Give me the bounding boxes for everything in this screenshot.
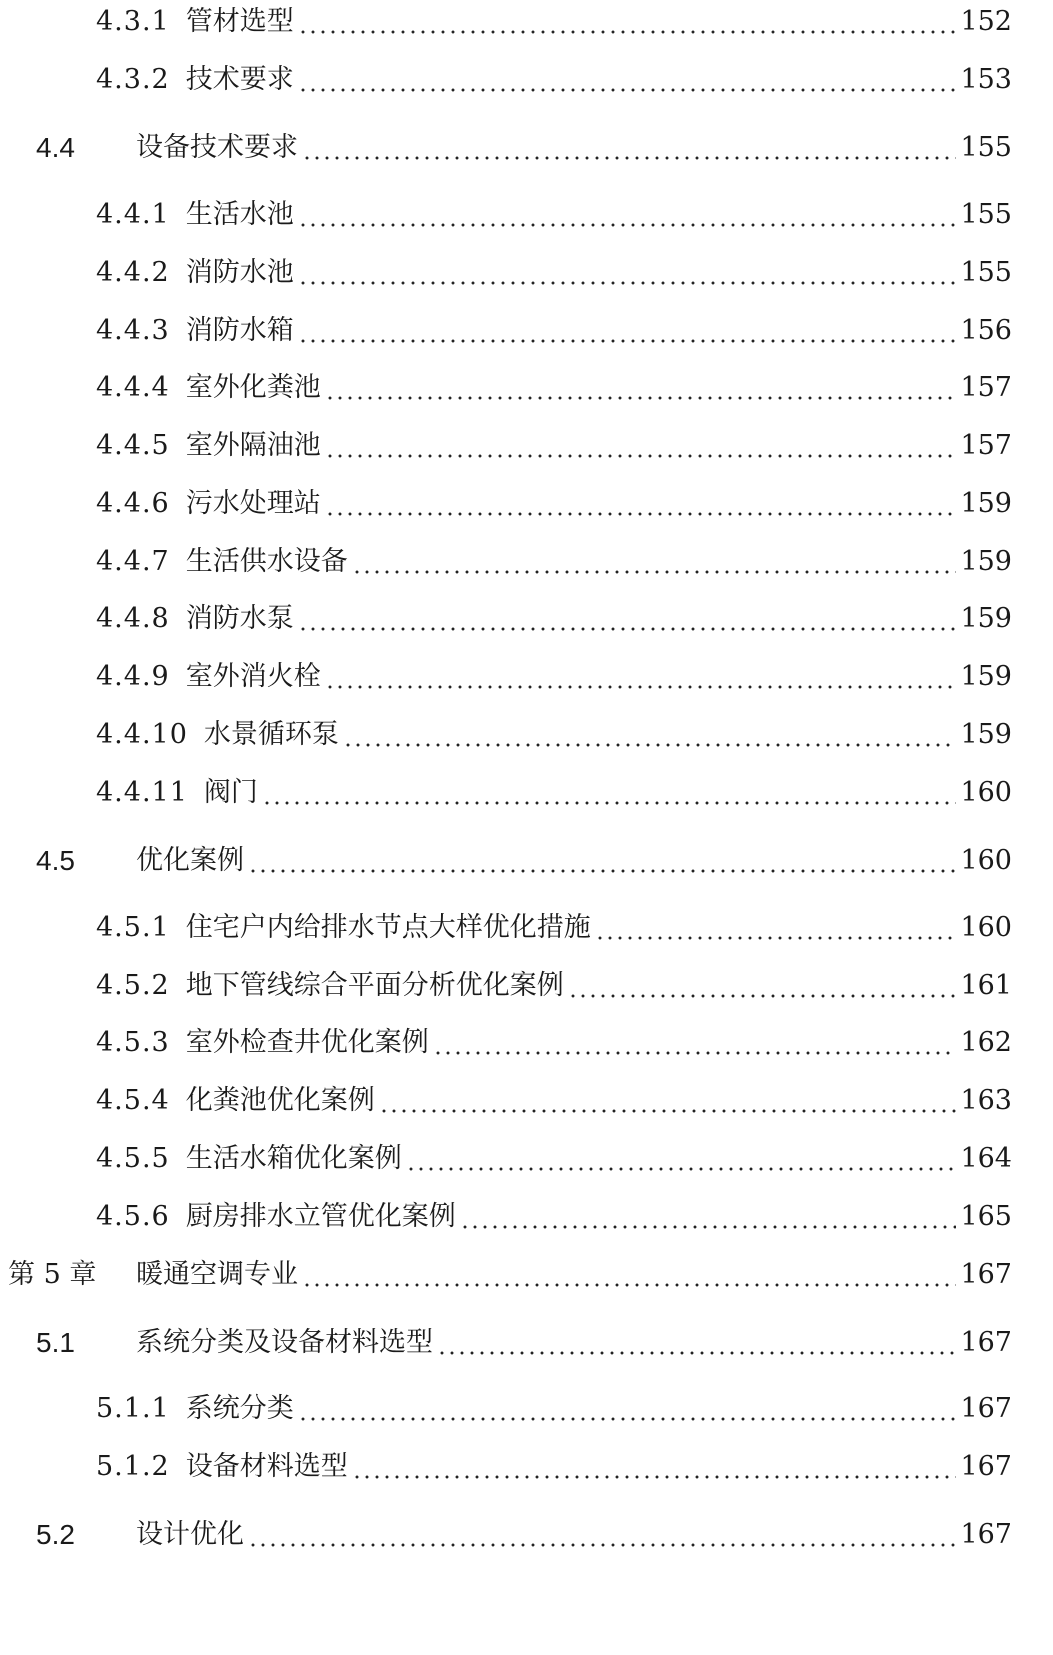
dot-leader [433, 1023, 957, 1063]
dot-leader [437, 1323, 956, 1363]
toc-entry[interactable] [0, 1389, 1012, 1429]
toc-entry-page: 165 [960, 1201, 1012, 1232]
toc-entry-title: 设备材料选型 [185, 1451, 348, 1482]
toc-entry-page: 155 [960, 199, 1012, 230]
toc-entry[interactable] [0, 2, 1012, 42]
toc-entry-number: 4.4.7 [96, 546, 170, 577]
toc-entry[interactable] [0, 1447, 1012, 1487]
toc-entry-page: 152 [960, 6, 1012, 37]
dot-leader [298, 60, 957, 100]
dot-leader [298, 2, 957, 42]
toc-entry-number: 第 5 章 [8, 1259, 97, 1290]
toc-entry[interactable] [0, 128, 1012, 168]
toc-entry-number: 4.4.11 [96, 777, 188, 808]
toc-entry[interactable] [0, 966, 1012, 1006]
toc-entry-title: 水景循环泵 [203, 719, 339, 750]
toc-entry[interactable] [0, 657, 1012, 697]
toc-entry-page: 164 [960, 1143, 1012, 1174]
toc-entry-number: 4.4.8 [96, 603, 170, 634]
dot-leader [343, 715, 957, 755]
toc-entry-number: 4.5.2 [96, 970, 170, 1001]
toc-entry-number: 5.1 [36, 1327, 75, 1358]
toc-entry-page: 159 [960, 719, 1012, 750]
toc-entry-title: 消防水池 [185, 257, 294, 288]
toc-entry-number: 4.3.2 [96, 64, 170, 95]
toc-entry-page: 160 [960, 777, 1012, 808]
toc-entry-title: 设计优化 [136, 1519, 244, 1550]
toc-entry-title: 地下管线综合平面分析优化案例 [185, 970, 564, 1001]
toc-entry-page: 167 [960, 1519, 1012, 1550]
toc-entry-title: 阀门 [203, 777, 258, 808]
toc-entry-page: 167 [960, 1393, 1012, 1424]
dot-leader [352, 1447, 957, 1487]
toc-entry-number: 4.4.4 [96, 372, 170, 403]
dot-leader [379, 1081, 957, 1121]
dot-leader [302, 1255, 956, 1295]
toc-entry[interactable] [0, 542, 1012, 582]
toc-entry[interactable] [0, 1255, 1012, 1295]
dot-leader [325, 426, 957, 466]
toc-entry[interactable] [0, 908, 1012, 948]
dot-leader [248, 1515, 956, 1555]
dot-leader [298, 599, 957, 639]
toc-entry-number: 4.5 [36, 845, 75, 876]
dot-leader [595, 908, 957, 948]
toc-entry-page: 153 [960, 64, 1012, 95]
toc-entry[interactable] [0, 426, 1012, 466]
toc-entry[interactable] [0, 1515, 1012, 1555]
toc-entry[interactable] [0, 1323, 1012, 1363]
toc-entry-page: 163 [960, 1085, 1012, 1116]
dot-leader [298, 253, 957, 293]
toc-entry[interactable] [0, 311, 1012, 351]
toc-entry-title: 系统分类及设备材料选型 [136, 1327, 433, 1358]
toc-entry-page: 155 [960, 257, 1012, 288]
toc-entry[interactable] [0, 60, 1012, 100]
toc-entry-title: 室外检查井优化案例 [185, 1027, 429, 1058]
dot-leader [302, 128, 956, 168]
toc-entry-number: 4.4.2 [96, 257, 170, 288]
toc-entry-number: 4.4 [36, 132, 75, 163]
toc-entry-title: 住宅户内给排水节点大样优化措施 [185, 912, 591, 943]
toc-entry[interactable] [0, 841, 1012, 881]
toc-entry-page: 161 [960, 970, 1012, 1001]
toc-entry-title: 管材选型 [185, 6, 294, 37]
dot-leader [406, 1139, 957, 1179]
toc-entry-page: 160 [960, 845, 1012, 876]
dot-leader [298, 195, 957, 235]
toc-entry-number: 5.1.1 [96, 1393, 170, 1424]
toc-entry-title: 技术要求 [185, 64, 294, 95]
toc-entry-title: 系统分类 [185, 1393, 294, 1424]
toc-entry-page: 167 [960, 1259, 1012, 1290]
toc-entry-page: 157 [960, 430, 1012, 461]
toc-entry-number: 4.4.3 [96, 315, 170, 346]
toc-entry-number: 4.5.5 [96, 1143, 170, 1174]
toc-entry-title: 室外化粪池 [185, 372, 321, 403]
toc-entry[interactable] [0, 599, 1012, 639]
toc-entry-number: 4.5.3 [96, 1027, 170, 1058]
toc-entry[interactable] [0, 715, 1012, 755]
toc-entry[interactable] [0, 195, 1012, 235]
toc-entry-title: 暖通空调专业 [136, 1259, 298, 1290]
toc-entry-title: 消防水泵 [185, 603, 294, 634]
toc-entry-page: 160 [960, 912, 1012, 943]
toc-entry-title: 室外隔油池 [185, 430, 321, 461]
dot-leader [248, 841, 956, 881]
dot-leader [298, 1389, 957, 1429]
toc-entry-page: 167 [960, 1451, 1012, 1482]
toc-entry-page: 159 [960, 661, 1012, 692]
toc-entry-page: 159 [960, 488, 1012, 519]
dot-leader [352, 542, 957, 582]
toc-entry-title: 消防水箱 [185, 315, 294, 346]
toc-entry[interactable] [0, 368, 1012, 408]
dot-leader [325, 484, 957, 524]
toc-entry[interactable] [0, 253, 1012, 293]
toc-entry-title: 设备技术要求 [136, 132, 298, 163]
toc-entry-number: 4.5.4 [96, 1085, 170, 1116]
dot-leader [325, 368, 957, 408]
toc-entry-number: 4.3.1 [96, 6, 170, 37]
toc-entry-title: 生活供水设备 [185, 546, 348, 577]
dot-leader [262, 773, 957, 813]
dot-leader [325, 657, 957, 697]
dot-leader [568, 966, 957, 1006]
toc-entry[interactable] [0, 1081, 1012, 1121]
dot-leader [460, 1197, 957, 1237]
toc-entry-number: 4.5.1 [96, 912, 170, 943]
toc-entry-title: 污水处理站 [185, 488, 321, 519]
toc-entry-title: 厨房排水立管优化案例 [185, 1201, 456, 1232]
toc-entry-number: 4.4.10 [96, 719, 188, 750]
toc-entry-number: 5.2 [36, 1519, 75, 1550]
toc-entry-title: 化粪池优化案例 [185, 1085, 375, 1116]
toc-entry[interactable] [0, 773, 1012, 813]
toc-entry-page: 156 [960, 315, 1012, 346]
toc-entry-title: 室外消火栓 [185, 661, 321, 692]
toc-entry-page: 162 [960, 1027, 1012, 1058]
toc-entry-number: 4.4.6 [96, 488, 170, 519]
toc-entry[interactable] [0, 1139, 1012, 1179]
toc-entry-title: 优化案例 [136, 845, 244, 876]
toc-entry-number: 5.1.2 [96, 1451, 170, 1482]
toc-entry[interactable] [0, 1197, 1012, 1237]
toc-entry-page: 157 [960, 372, 1012, 403]
toc-entry-number: 4.4.9 [96, 661, 170, 692]
toc-entry-title: 生活水箱优化案例 [185, 1143, 402, 1174]
toc-entry-number: 4.5.6 [96, 1201, 170, 1232]
toc-entry[interactable] [0, 1023, 1012, 1063]
toc-entry-page: 159 [960, 603, 1012, 634]
toc-entry-page: 155 [960, 132, 1012, 163]
toc-entry-title: 生活水池 [185, 199, 294, 230]
dot-leader [298, 311, 957, 351]
toc-entry-page: 167 [960, 1327, 1012, 1358]
toc-entry-number: 4.4.5 [96, 430, 170, 461]
toc-entry-page: 159 [960, 546, 1012, 577]
toc-entry[interactable] [0, 484, 1012, 524]
toc-entry-number: 4.4.1 [96, 199, 170, 230]
